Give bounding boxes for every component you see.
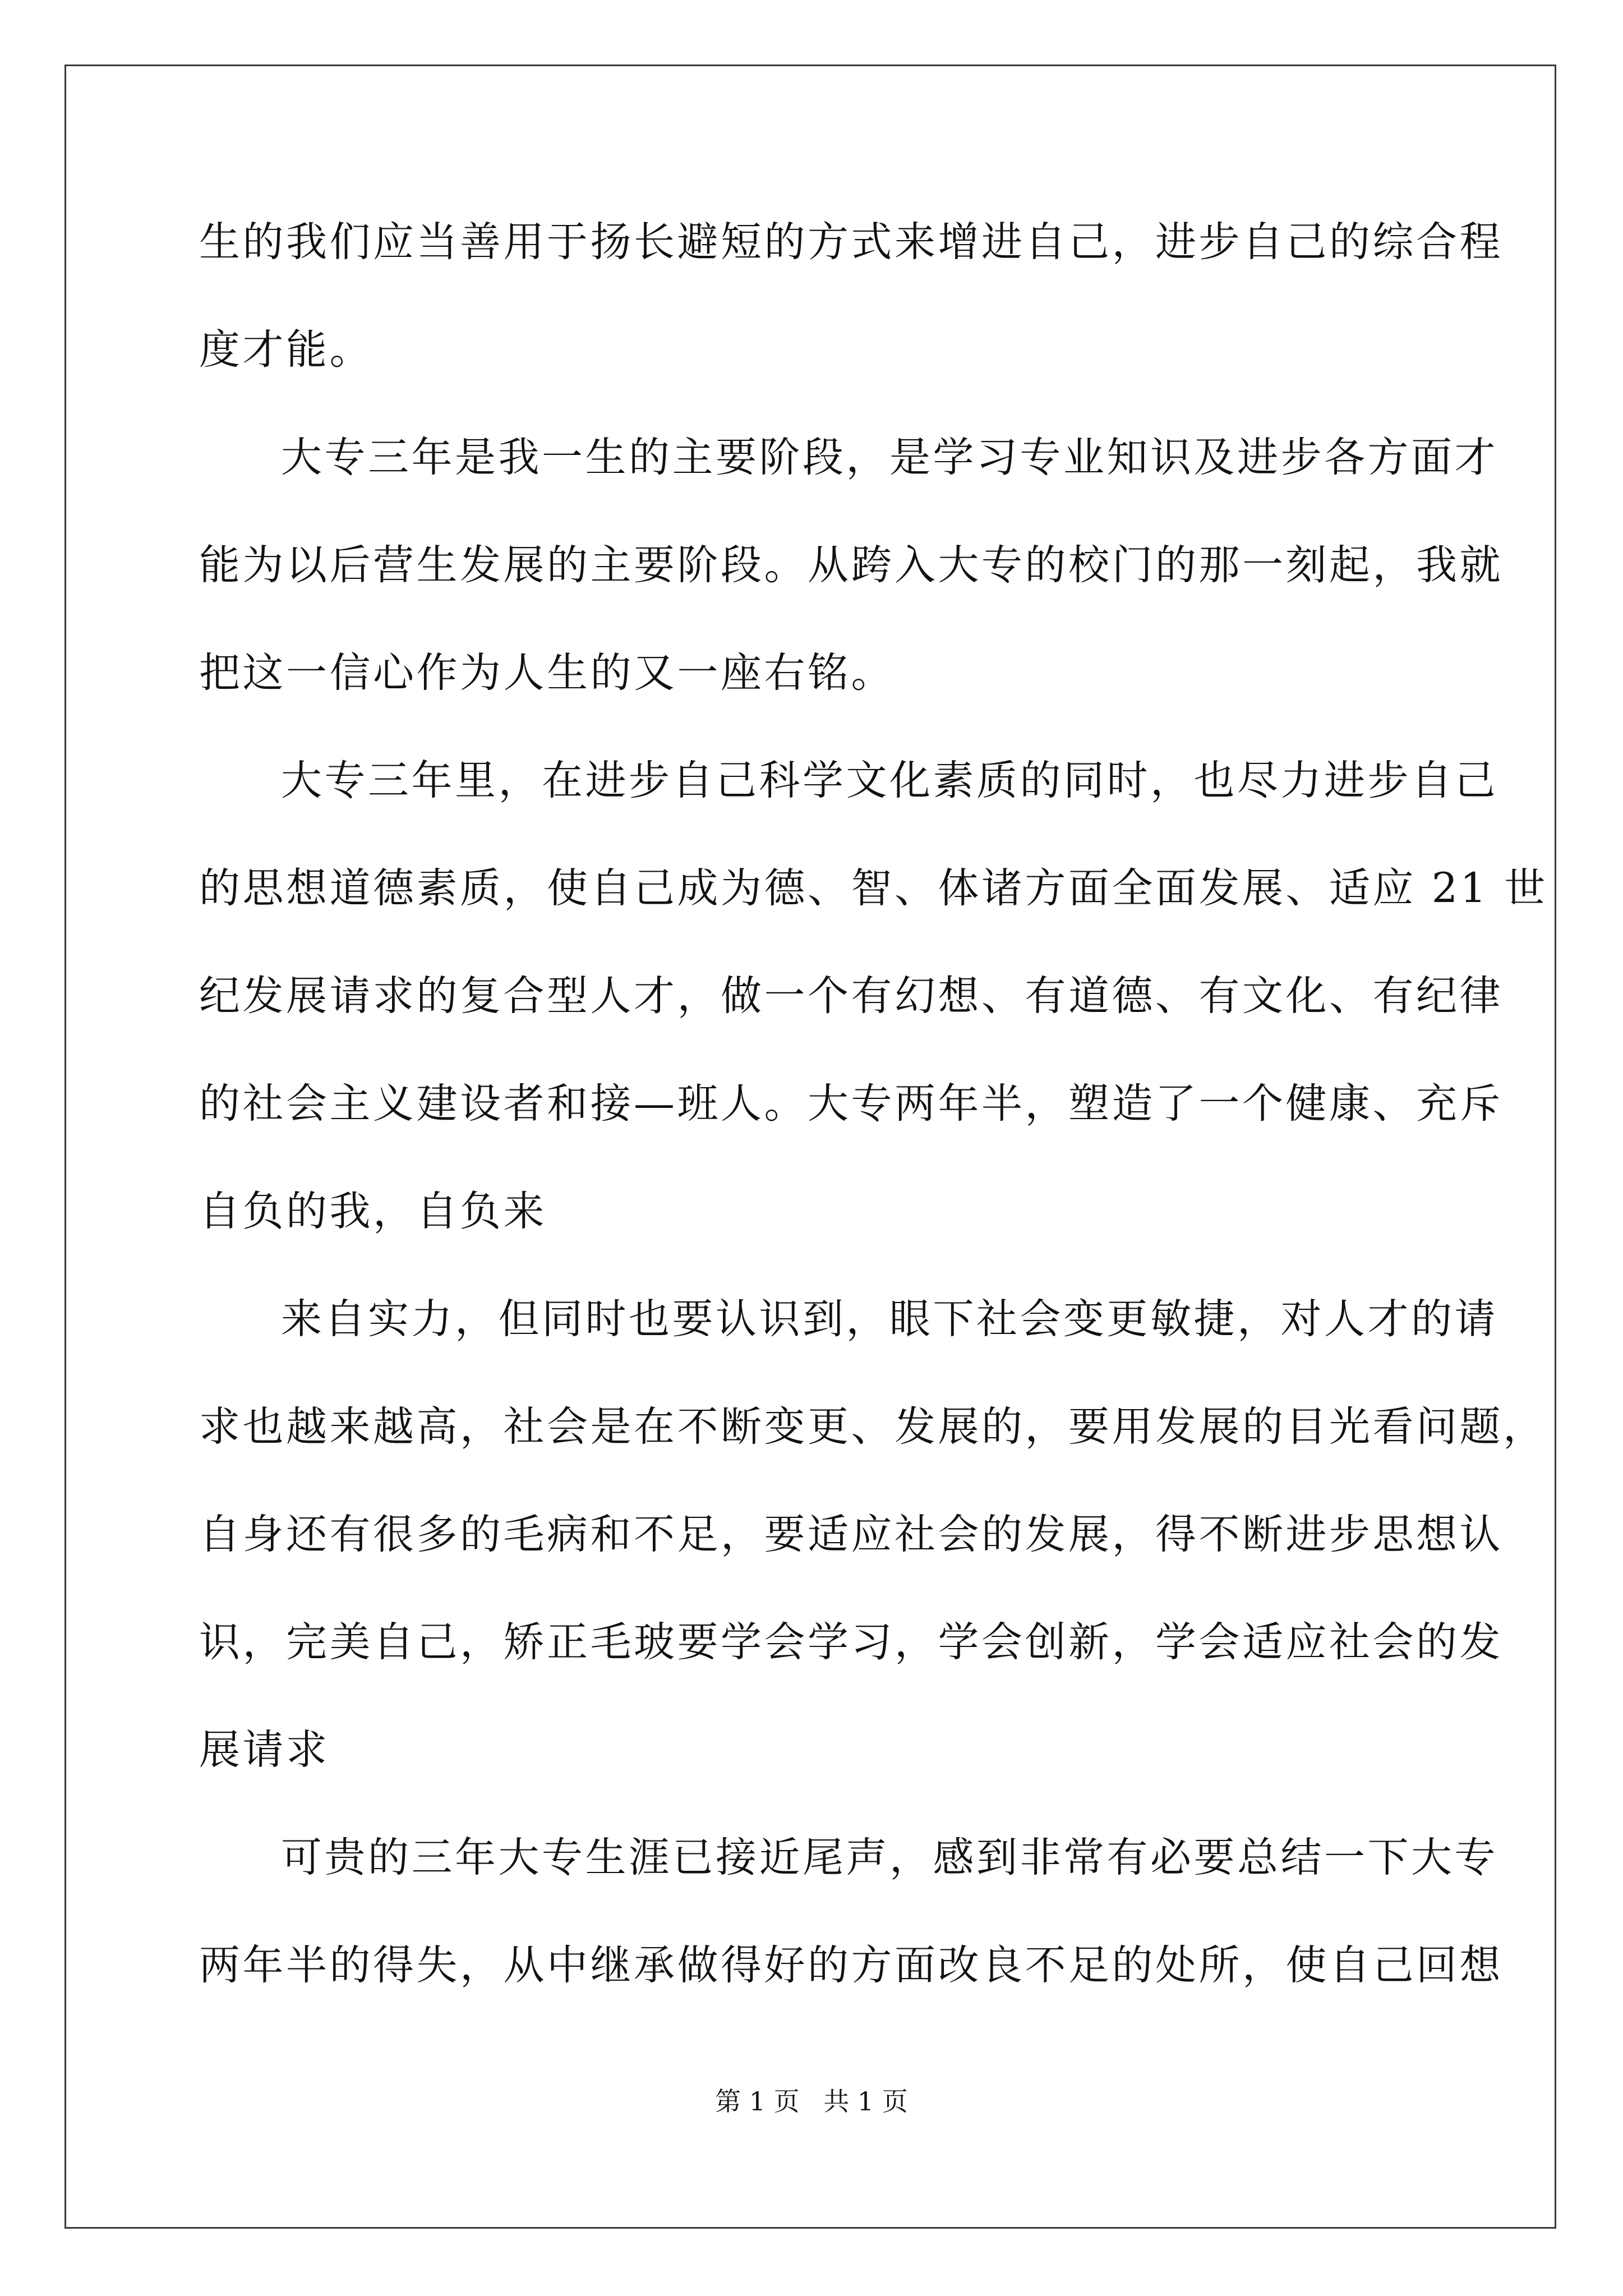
page-total: 共 1 页 xyxy=(823,2086,908,2116)
page-border xyxy=(64,65,1556,2229)
text-line: 两年半的得失，从中继承做得好的方面改良不足的处所，使自己回想 xyxy=(199,1941,1503,1989)
text-line: 识，完美自己，矫正毛玻要学会学习，学会创新，学会适应社会的发 xyxy=(199,1618,1503,1666)
text-line: 求也越来越高，社会是在不断变更、发展的，要用发展的目光看问题， xyxy=(199,1403,1547,1451)
text-line: 展请求 xyxy=(199,1726,330,1774)
text-line: 的思想道德素质，使自己成为德、智、体诸方面全面发展、适应 21 世 xyxy=(199,864,1548,912)
paragraph-start-line: 来自实力，但同时也要认识到，眼下社会变更敏捷，对人才的请 xyxy=(281,1295,1498,1343)
text-line: 自负的我，自负来 xyxy=(199,1188,547,1235)
text-line: 的社会主义建设者和接—班人。大专两年半，塑造了一个健康、充斥 xyxy=(199,1080,1503,1128)
page-footer xyxy=(0,2085,1623,2118)
paragraph-start-line: 可贵的三年大专生涯已接近尾声，感到非常有必要总结一下大专 xyxy=(281,1834,1498,1881)
text-line: 自身还有很多的毛病和不足，要适应社会的发展，得不断进步思想认 xyxy=(199,1511,1503,1558)
text-line: 度才能。 xyxy=(199,326,373,374)
text-line: 能为以后营生发展的主要阶段。从跨入大专的校门的那一刻起，我就 xyxy=(199,541,1503,589)
text-line: 生的我们应当善用于扬长避短的方式来增进自己，进步自己的综合程 xyxy=(199,218,1503,266)
text-line: 把这一信心作为人生的又一座右铭。 xyxy=(199,649,895,697)
paragraph-start-line: 大专三年是我一生的主要阶段，是学习专业知识及进步各方面才 xyxy=(281,434,1498,481)
page-number: 第 1 页 xyxy=(715,2086,800,2116)
paragraph-start-line: 大专三年里，在进步自己科学文化素质的同时，也尽力进步自己 xyxy=(281,757,1498,804)
text-line: 纪发展请求的复合型人才，做一个有幻想、有道德、有文化、有纪律 xyxy=(199,972,1503,1020)
